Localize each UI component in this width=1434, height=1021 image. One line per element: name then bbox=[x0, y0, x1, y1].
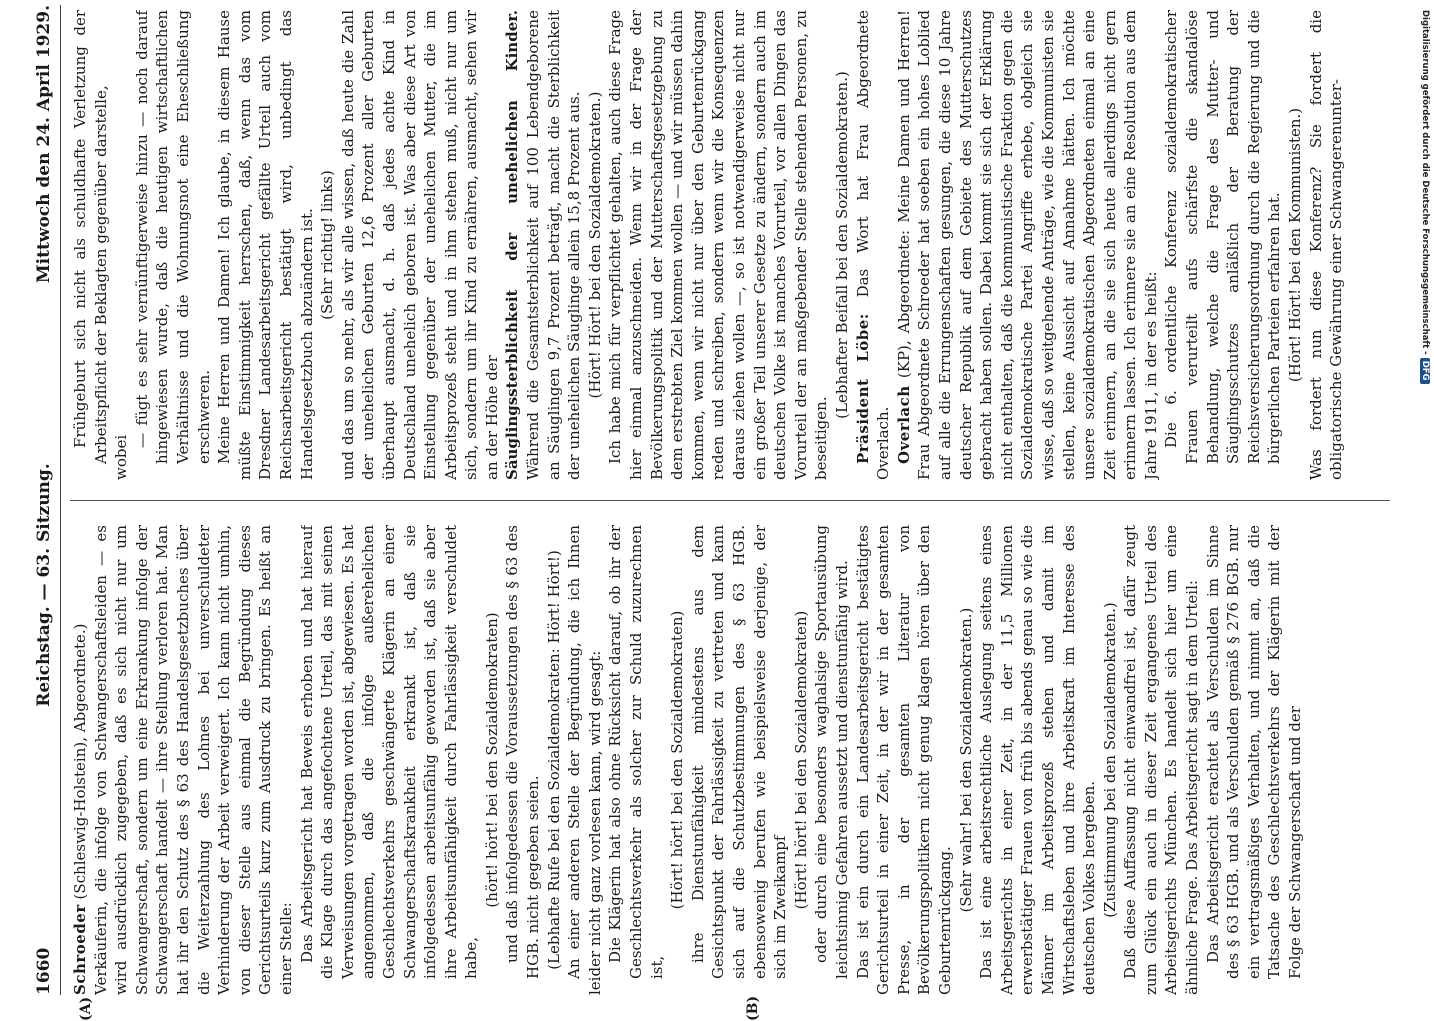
quoted-paragraph bbox=[1161, 10, 1285, 480]
paragraph bbox=[70, 525, 91, 995]
interjection bbox=[667, 525, 688, 995]
margin-marker-a: (A) bbox=[78, 996, 94, 1021]
quoted-paragraph bbox=[502, 525, 543, 995]
paragraph-text: (hört! hört! bei den Sozialdemokraten) bbox=[482, 612, 501, 908]
paragraph-text: Meine Herren und Damen! Ich glaube, in diesem Hause müßte Einstimmigkeit herrschen, daß, wenn das vom Dresdner Landesarbeitsgericht gefällte Urteil auch vom Reichsarbeitsgericht bestätigt wird, unbedingt das Handelsgesetzbuch abzuändern ist. bbox=[215, 10, 316, 480]
paragraph bbox=[976, 525, 1100, 995]
paragraph-text: Daß diese Auffassung nicht einwandfrei ist, dafür zeugt zum Glück ein auch in dieser Zeit ergangenes Urteil des Arbeitsgerichts München. Es handelt sich hier um eine ähnliche Frage. Das Arbeitsgericht sagt in dem Urteil: bbox=[1121, 525, 1202, 995]
paragraph-text: Während die Gesamtsterblichkeit auf 100 Lebendgeborene an Säuglingen 9,7 Prozent beträgt, macht die Sterblichkeit der unehelichen Säuglinge allein 15,8 Prozent aus. bbox=[524, 10, 584, 480]
session-title: Reichstag. — 63. Sitzung. bbox=[34, 463, 54, 707]
paragraph-text: — fügt es sehr vernünftigerweise hinzu — noch darauf hingewiesen wurde, daß die heutigen wirtschaftlichen Verhältnisse und die Wohnungsnot eine Eheschließung erschweren. bbox=[132, 10, 213, 464]
paragraph-text: (Hört! hört! bei den Sozialdemokraten) bbox=[668, 610, 687, 910]
quoted-paragraph bbox=[688, 525, 791, 995]
paragraph-text: (Hört! hört! bei den Sozialdemokraten) bbox=[791, 610, 810, 910]
paragraph bbox=[214, 10, 317, 480]
session-date: Mittwoch den 24. April 1929. bbox=[34, 5, 54, 284]
quoted-paragraph bbox=[605, 525, 667, 995]
interjection bbox=[956, 525, 977, 995]
paragraph-text: (Schleswig-Holstein), Abgeordnete.) bbox=[71, 623, 89, 905]
paragraph bbox=[894, 10, 1162, 480]
paragraph bbox=[1120, 525, 1202, 995]
paragraph-text: (Lebhafter Beifall bei den Sozialdemokraten.) bbox=[832, 71, 851, 419]
paragraph-text: Verkäuferin, die infolge von Schwangerschaftsleiden — es wird ausdrücklich zugegeben, daß es sich nicht nur um Schwangerschaft, sondern um eine Erkrankung infolge der Schwangerschaft handelt — ihre Stellung verloren hat. Man hat ihr den Schutz des § 63 des Handelsgesetzbuches über die Weiterzahlung des Lohnes bei unverschuldeter Verhinderung der Arbeit verweigert. Ich kann nicht umhin, von dieser Stelle aus einmal die Begründung dieses Gerichtsurteils kurz zum Ausdruck zu bringen. Es heißt an einer Stelle: bbox=[91, 525, 295, 995]
paragraph-text: und daß infolgedessen die Voraussetzungen des § 63 des HGB. nicht gegeben seien. bbox=[503, 525, 543, 979]
quoted-paragraph bbox=[811, 525, 852, 995]
rotated-page bbox=[30, 5, 1400, 1021]
dfg-logo-badge: DFG bbox=[1420, 358, 1430, 384]
paragraph-text: (Hört! Hört! bei den Sozialdemokraten.) bbox=[585, 91, 604, 399]
paragraph-text: Das Arbeitsgericht hat Beweis erhoben und hat hierauf die Klage durch das angefochtene Urteil, das mit seinen Verweisungen vorgetragen worden ist, abgewiesen. Es hat angenommen, daß die infolge außerehelichen Geschlechtsverkehrs geschwängerte Klägerin an einer Schwangerschaftskrankheit erkrankt ist, daß sie infolgedessen arbeitsunfähig geworden ist, daß sie aber ihre Arbeitsunfähigkeit durch Fahrlässigkeit verschuldet habe, bbox=[297, 525, 481, 979]
interjection bbox=[791, 525, 812, 995]
page-header bbox=[30, 5, 61, 995]
quoted-paragraph bbox=[132, 10, 214, 480]
paragraph bbox=[502, 10, 584, 480]
speaker-name: Overlach bbox=[894, 385, 913, 464]
paragraph-text: Die Klägerin hat also ohne Rücksicht darauf, ob ihr der Geschlechtsverkehr als solcher zur Schuld zuzurechnen ist, bbox=[606, 525, 666, 979]
paragraph-text: wobei bbox=[112, 434, 131, 480]
paragraph bbox=[1306, 10, 1347, 480]
paragraph bbox=[853, 10, 894, 480]
page-number: 1660 bbox=[34, 947, 54, 995]
interjection bbox=[544, 525, 565, 995]
column-divider bbox=[70, 500, 1390, 501]
quoted-paragraph bbox=[1203, 525, 1306, 995]
digitization-credit bbox=[1420, 10, 1430, 384]
paragraph-text: (KP), Abgeordnete: Meine Damen und Herren! Frau Abgeordnete Schroeder hat soeben ein hohes Loblied auf alle die Errungenschaften gesungen, die diese 10 Jahre deutscher Republik auf dem Gebiete des Mutterschutzes gebracht haben sollen. Dabei kommt sie sich der Erklärung nicht enthalten, daß die kommunistische Fraktion gegen die Sozialdemokratische Partei Angriffe erhebe, obgleich sie wisse, daß so weitgehende Anträge, wie die Kommunisten sie stellen, keine Aussicht auf Annahme hätten. Ich möchte unsere sozialdemokratischen Abgeordneten einmal an eine Zeit erinnern, an die sie sich heute allerdings nicht gern erinnern lassen. Ich erinnere sie an eine Resolution aus dem Jahre 1911, in der es heißt: bbox=[894, 10, 1160, 480]
paragraph-text: Frühgeburt sich nicht als schuldhafte Verletzung der Arbeitspflicht der Beklagten gegenüber darstelle, bbox=[71, 10, 110, 464]
emphasized-text: Säuglingssterblichkeit der unehelichen Kinder. bbox=[503, 10, 522, 480]
interjection bbox=[1100, 525, 1121, 995]
paragraph-text: Was fordert nun diese Konferenz? Sie fordert die obligatorische Gewährung einer Schwangerenunter- bbox=[1306, 10, 1346, 480]
paragraph-text: (Zustimmung bei den Sozialdemokraten.) bbox=[1100, 602, 1119, 918]
paragraph-text: (Lebhafte Rufe bei den Sozialdemokraten: Hört! Hört!) bbox=[544, 550, 563, 970]
quoted-paragraph bbox=[70, 10, 111, 480]
interjection bbox=[832, 10, 853, 480]
paragraph-text: Ich habe mich für verpflichtet gehalten, auch diese Frage hier einmal anzuschneiden. Wenn wir in der Frage der Bevölkerungspolitik und der Mutterschaftsgesetzgebung zu dem erstrebten Ziel kommen wollen — und wir müssen dahin kommen, wenn wir nicht nur über den Geburtenrückgang reden und schreiben, sondern wenn wir die Konsequenzen daraus ziehen wollen —, so ist notwendigerweise nicht nur ein großer Teil unserer Gesetze zu ändern, sondern auch im deutschen Volke ist manches Vorurteil, vor allen Dingen das Vorurteil der an maßgebender Stelle stehenden Personen, zu beseitigen. bbox=[606, 10, 831, 480]
paragraph bbox=[91, 525, 297, 995]
paragraph-text: An einer anderen Stelle der Begründung, die ich Ihnen leider nicht ganz vorlesen kann, wird gesagt: bbox=[565, 525, 604, 995]
paragraph-text: Das ist ein durch ein Landesarbeitsgericht bestätigtes Gerichtsurteil in einer Zeit, in der wir in der gesamten Presse, in der gesamten Literatur von Bevölkerungspolitikern nicht genug klagen hören über den Geburtenrückgang. bbox=[853, 525, 954, 995]
credit-text: Digitalisierung gefördert durch die Deutsche Forschungsgemeinschaft - bbox=[1420, 10, 1430, 355]
interjection bbox=[585, 10, 606, 480]
left-column bbox=[70, 525, 1390, 995]
right-column bbox=[70, 10, 1390, 480]
interjection bbox=[317, 10, 338, 480]
paragraph-text: (Sehr richtig! links) bbox=[318, 170, 337, 320]
paragraph-text: oder durch eine besonders waghalsige Sportausübung leichtsinnig Gefahren aussetzt und dienstunfähig wird. bbox=[812, 525, 851, 979]
interjection bbox=[1285, 10, 1306, 480]
paragraph bbox=[564, 525, 605, 995]
paragraph bbox=[853, 525, 956, 995]
paragraph-text: ihre Dienstunfähigkeit mindestens aus dem Gesichtspunkt der Fahrlässigkeit zu vertreten und kann sich auf die Schutzbestimmungen des § 63 HGB. ebensowenig berufen wie beispielsweise derjenige, der sich im Zweikampf bbox=[688, 525, 790, 979]
paragraph-text: (Hört! Hört! bei den Kommunisten.) bbox=[1286, 107, 1305, 383]
paragraph bbox=[605, 10, 832, 480]
paragraph bbox=[111, 10, 132, 480]
paragraph-text: Das ist eine arbeitsrechtliche Auslegung seitens eines Arbeitsgerichts in einer Zeit, in der 11,5 Millionen erwerbstätiger Frauen von früh bis abends genau so wie die Männer im Arbeitsprozeß stehen und damit im Wirtschaftsleben und ihre Arbeitskraft im Interesse des deutschen Volkes hergeben. bbox=[977, 525, 1099, 995]
speaker-name: Schroeder bbox=[71, 904, 89, 995]
margin-marker-b: (B) bbox=[745, 995, 761, 1021]
interjection bbox=[482, 525, 503, 995]
speaker-name: Präsident Löbe: bbox=[853, 313, 872, 464]
quoted-paragraph bbox=[297, 525, 482, 995]
paragraph bbox=[338, 10, 503, 480]
paragraph-text: und das um so mehr, als wir alle wissen, daß heute die Zahl der unehelichen Geburten 12,6 Prozent aller Geburten überhaupt ausmacht, d. h. daß jedes achte Kind in Deutschland unehelich geboren ist. Was aber diese Art von Einstellung gegenüber der unehelichen Mutter, die im Arbeitsprozeß steht und in ihm stehen muß, nicht nur um sich, sondern um ihr Kind zu ernähren, ausmacht, sehen wir an der Höhe der bbox=[338, 10, 501, 480]
paragraph-text: (Sehr wahr! bei den Sozialdemokraten.) bbox=[956, 607, 975, 913]
paragraph-text: Das Wort hat Frau Abgeordnete Overlach. bbox=[853, 10, 893, 480]
paragraph-text: Das Arbeitsgericht erachtet als Verschulden im Sinne des § 63 HGB. und als Verschulden gemäß § 276 BGB. nur ein vertragsmäßiges Verhalten, und nimmt an, daß die Tatsache des Geschlechtsverkehrs der Klägerin mit der Folge der Schwangerschaft und der bbox=[1203, 525, 1305, 979]
paragraph-text: Die 6. ordentliche Konferenz sozialdemokratischer Frauen verurteilt aufs schärfste die skandalöse Behandlung, welche die Frage des Mutter- und Säuglingsschutzes anläßlich der Beratung der Reichsversicherungsordnung durch die Regierung und die bürgerlichen Parteien erfahren hat. bbox=[1162, 10, 1284, 464]
